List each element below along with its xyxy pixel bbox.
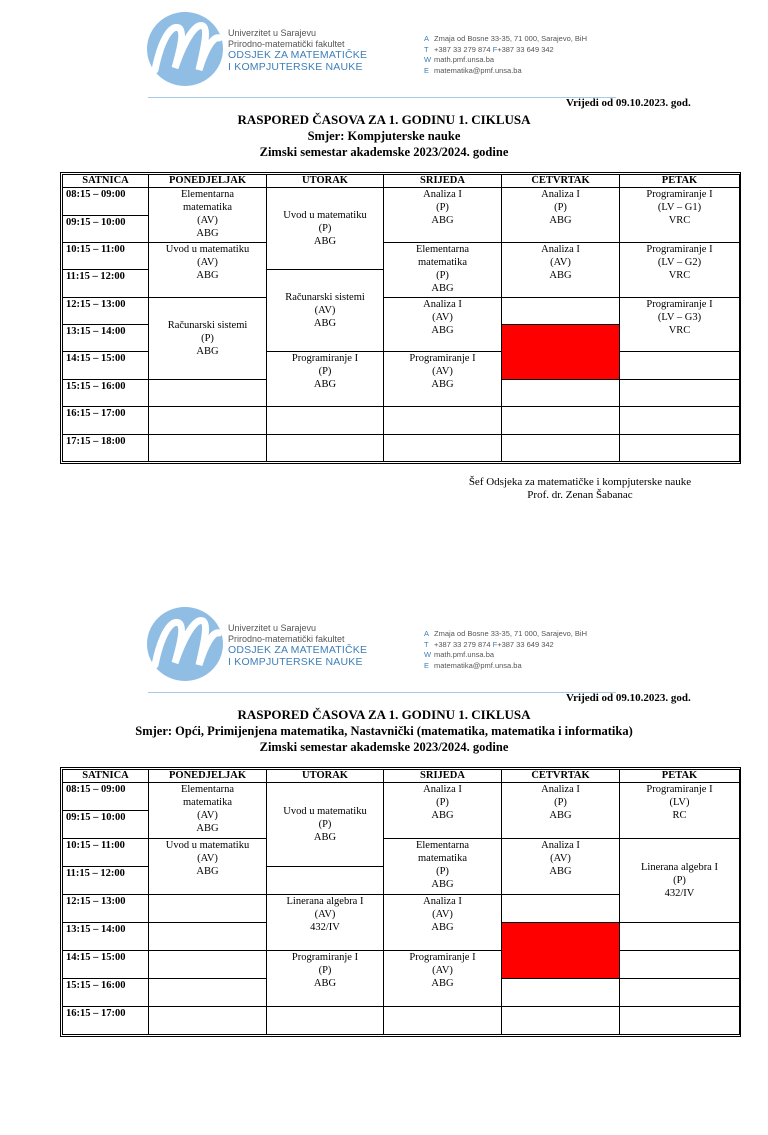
email-text: matematika@pmf.unsa.ba (434, 65, 522, 75)
class-cell: Računarski sistemi (AV) ABG (267, 270, 384, 352)
fax-text: +387 33 649 342 (497, 44, 554, 54)
signature-role: Šef Odsjeka za matematičke i kompjuterske nauke (468, 476, 692, 488)
faculty-line: Prirodno-matematički fakultet (228, 38, 345, 49)
time-slot: 10:15 – 11:00 (63, 242, 149, 269)
empty-cell (267, 867, 384, 895)
empty-cell (384, 434, 502, 461)
schedule-table (60, 172, 741, 464)
time-slot: 16:15 – 17:00 (63, 407, 149, 434)
empty-cell (620, 379, 740, 406)
email-key: E (424, 660, 430, 670)
web-text: math.pmf.unsa.ba (434, 55, 495, 64)
schedule-table (60, 767, 741, 1037)
class-cell: Analiza I (AV) ABG (502, 839, 620, 895)
empty-cell (149, 407, 267, 434)
empty-cell (267, 434, 384, 461)
class-cell: Programiranje I (LV – G3) VRC (620, 297, 740, 352)
header-monday: PONEDJELJAK (149, 770, 267, 783)
letterhead (145, 10, 625, 90)
university-line: Univerzitet u Sarajevu (228, 28, 317, 38)
time-slot: 11:15 – 12:00 (63, 270, 149, 297)
empty-cell (620, 434, 740, 461)
class-cell: Uvod u matematiku (P) ABG (267, 188, 384, 270)
signature-name: Prof. dr. Zenan Šabanac (527, 489, 633, 501)
faculty-line: Prirodno-matematički fakultet (228, 633, 345, 644)
empty-cell (502, 434, 620, 461)
web-key: W (424, 650, 432, 659)
address-text: Zmaja od Bosne 33-35, 71 000, Sarajevo, BiH (434, 34, 588, 43)
time-slot: 08:15 – 09:00 (63, 783, 149, 811)
email-text: matematika@pmf.unsa.ba (434, 660, 522, 670)
phone-key: T (424, 44, 429, 54)
letterhead (145, 605, 625, 685)
university-logo-icon (145, 10, 225, 88)
department-line-1: ODSJEK ZA MATEMATIČKE (228, 644, 368, 656)
class-cell: Analiza I (P) ABG (384, 783, 502, 839)
empty-cell (502, 297, 620, 324)
header-tuesday: UTORAK (267, 175, 384, 188)
time-slot: 11:15 – 12:00 (63, 867, 149, 895)
header-friday: PETAK (620, 770, 740, 783)
class-cell: Elementarna matematika (P) ABG (384, 839, 502, 895)
class-cell: Uvod u matematiku (P) ABG (267, 783, 384, 867)
empty-cell (620, 407, 740, 434)
class-cell: Programiranje I (AV) ABG (384, 951, 502, 1007)
time-slot: 16:15 – 17:00 (63, 1006, 149, 1034)
time-slot: 09:15 – 10:00 (63, 811, 149, 839)
time-slot: 15:15 – 16:00 (63, 379, 149, 406)
university-name (228, 28, 367, 73)
time-slot: 12:15 – 13:00 (63, 895, 149, 923)
university-name (228, 623, 367, 668)
class-cell: Uvod u matematiku (AV) ABG (149, 839, 267, 895)
class-cell: Programiranje I (LV – G1) VRC (620, 188, 740, 243)
empty-cell (267, 1006, 384, 1034)
class-cell: Računarski sistemi (P) ABG (149, 297, 267, 379)
time-slot: 17:15 – 18:00 (63, 434, 149, 461)
time-slot: 15:15 – 16:00 (63, 979, 149, 1007)
schedule-titles (0, 112, 768, 160)
schedule-semester: Zimski semestar akademske 2023/2024. godine (259, 145, 509, 159)
empty-cell (149, 379, 267, 406)
schedule-direction: Smjer: Opći, Primijenjena matematika, Nastavnički (matematika, matematika i informatika) (135, 724, 633, 738)
address-key: A (424, 629, 430, 638)
department-line-2: I KOMPJUTERSKE NAUKE (228, 61, 363, 73)
phone-text: +387 33 279 874 (434, 639, 491, 649)
empty-cell (149, 979, 267, 1007)
phone-key: T (424, 639, 429, 649)
header-friday: PETAK (620, 175, 740, 188)
class-cell: Programiranje I (LV – G2) VRC (620, 242, 740, 297)
time-slot: 13:15 – 14:00 (63, 325, 149, 352)
empty-cell (502, 407, 620, 434)
empty-cell (620, 923, 740, 951)
empty-cell (502, 895, 620, 923)
empty-cell (502, 1006, 620, 1034)
blocked-slot (502, 325, 620, 380)
empty-cell (267, 407, 384, 434)
time-slot: 13:15 – 14:00 (63, 923, 149, 951)
letterhead-divider (148, 97, 616, 98)
header-time: SATNICA (63, 175, 149, 188)
class-cell: Elementarna matematika (P) ABG (384, 242, 502, 297)
empty-cell (149, 923, 267, 951)
header-monday: PONEDJELJAK (149, 175, 267, 188)
empty-cell (620, 352, 740, 379)
schedule-title: RASPORED ČASOVA ZA 1. GODINU 1. CIKLUSA (237, 112, 531, 127)
empty-cell (620, 951, 740, 979)
header-time: SATNICA (63, 770, 149, 783)
class-cell: Linerana algebra I (AV) 432/IV (267, 895, 384, 951)
university-logo-icon (145, 605, 225, 683)
email-key: E (424, 65, 430, 75)
schedule-sheet-1 (0, 0, 768, 540)
empty-cell (149, 951, 267, 979)
class-cell: Elementarna matematika (AV) ABG (149, 783, 267, 839)
class-cell: Analiza I (P) ABG (384, 188, 502, 243)
schedule-titles (0, 707, 768, 755)
fax-text: +387 33 649 342 (497, 639, 554, 649)
time-slot: 10:15 – 11:00 (63, 839, 149, 867)
schedule-title: RASPORED ČASOVA ZA 1. GODINU 1. CIKLUSA (237, 707, 531, 722)
header-tuesday: UTORAK (267, 770, 384, 783)
fax-key: F (492, 639, 498, 649)
empty-cell (149, 1006, 267, 1034)
class-cell: Analiza I (AV) ABG (384, 297, 502, 352)
department-line-1: ODSJEK ZA MATEMATIČKE (228, 49, 368, 61)
time-slot: 09:15 – 10:00 (63, 215, 149, 242)
header-wednesday: SRIJEDA (384, 175, 502, 188)
time-slot: 14:15 – 15:00 (63, 951, 149, 979)
contact-block (424, 629, 587, 671)
class-cell: Analiza I (AV) ABG (384, 895, 502, 951)
empty-cell (149, 895, 267, 923)
empty-cell (502, 379, 620, 406)
schedule-semester: Zimski semestar akademske 2023/2024. godine (259, 740, 509, 754)
blocked-slot (502, 923, 620, 979)
phone-text: +387 33 279 874 (434, 44, 491, 54)
letterhead-divider (148, 692, 616, 693)
class-cell: Programiranje I (P) ABG (267, 352, 384, 407)
contact-block (424, 34, 587, 76)
empty-cell (149, 434, 267, 461)
class-cell: Linerana algebra I (P) 432/IV (620, 839, 740, 923)
class-cell: Uvod u matematiku (AV) ABG (149, 242, 267, 297)
valid-from: Vrijedi od 09.10.2023. god. (566, 692, 691, 704)
class-cell: Programiranje I (P) ABG (267, 951, 384, 1007)
empty-cell (502, 979, 620, 1007)
empty-cell (620, 979, 740, 1007)
class-cell: Analiza I (AV) ABG (502, 242, 620, 297)
empty-cell (384, 407, 502, 434)
address-text: Zmaja od Bosne 33-35, 71 000, Sarajevo, BiH (434, 629, 588, 638)
header-wednesday: SRIJEDA (384, 770, 502, 783)
time-slot: 14:15 – 15:00 (63, 352, 149, 379)
schedule-direction: Smjer: Kompjuterske nauke (307, 129, 461, 143)
class-cell: Elementarna matematika (AV) ABG (149, 188, 267, 243)
header-thursday: ČETVRTAK (502, 770, 620, 783)
empty-cell (620, 1006, 740, 1034)
class-cell: Programiranje I (LV) RC (620, 783, 740, 839)
class-cell: Programiranje I (AV) ABG (384, 352, 502, 407)
university-line: Univerzitet u Sarajevu (228, 623, 317, 633)
time-slot: 08:15 – 09:00 (63, 188, 149, 215)
address-key: A (424, 34, 430, 43)
valid-from: Vrijedi od 09.10.2023. god. (566, 97, 691, 109)
header-thursday: ČETVRTAK (502, 175, 620, 188)
class-cell: Analiza I (P) ABG (502, 783, 620, 839)
web-text: math.pmf.unsa.ba (434, 650, 495, 659)
web-key: W (424, 55, 432, 64)
class-cell: Analiza I (P) ABG (502, 188, 620, 243)
department-line-2: I KOMPJUTERSKE NAUKE (228, 656, 363, 668)
signature-block (460, 476, 700, 502)
fax-key: F (492, 44, 498, 54)
schedule-sheet-2 (0, 595, 768, 1135)
empty-cell (384, 1006, 502, 1034)
time-slot: 12:15 – 13:00 (63, 297, 149, 324)
